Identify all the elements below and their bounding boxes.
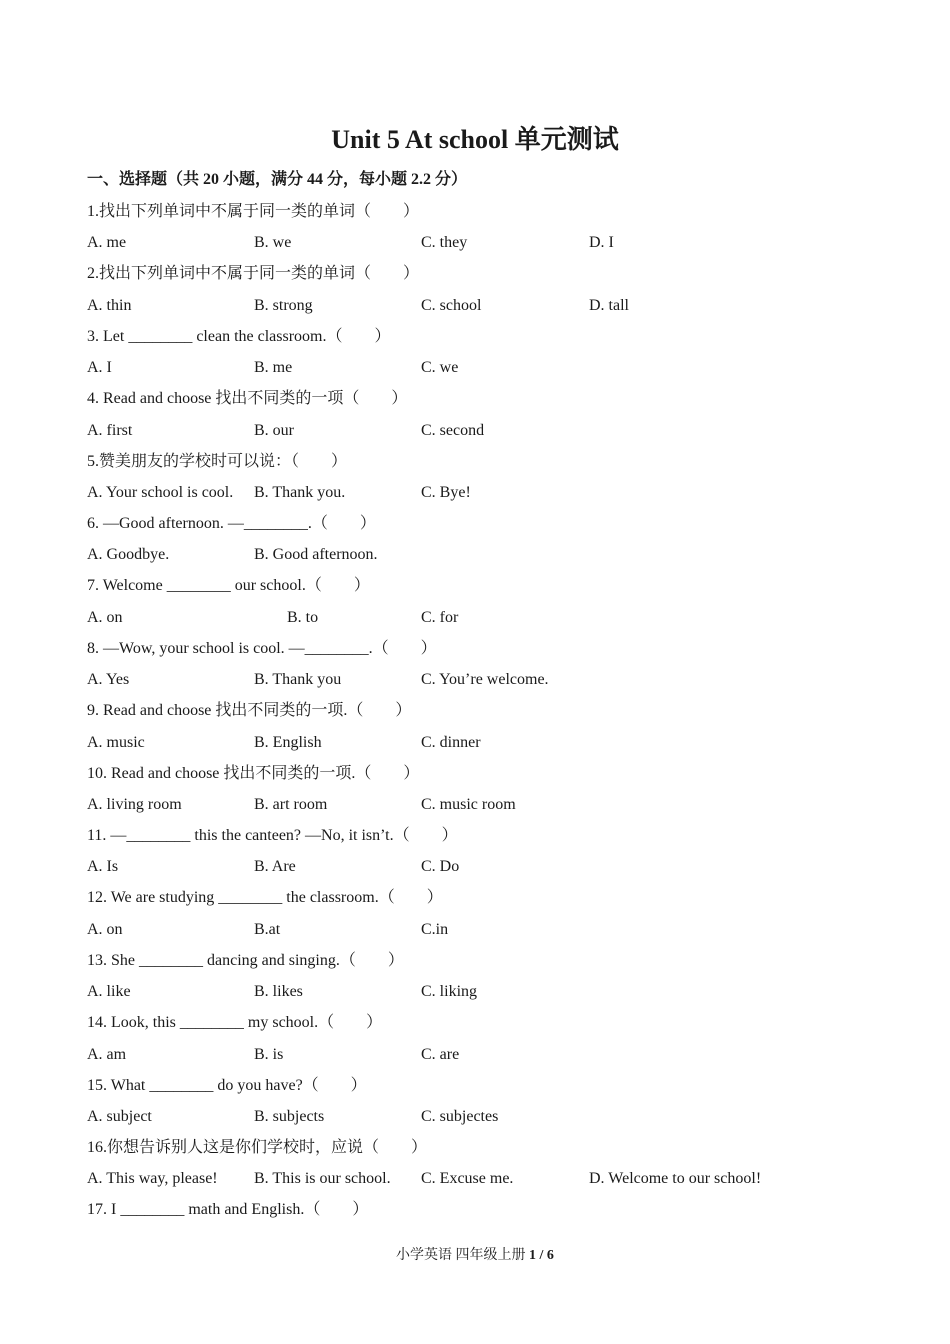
page-title: Unit 5 At school 单元测试 <box>331 125 619 154</box>
question-stem: 10. Read and choose 找出不同类的一项.（ ） <box>87 764 420 782</box>
answer-option: A. subject <box>87 1108 152 1125</box>
answer-option: A. music <box>87 733 145 751</box>
question-stem: 9. Read and choose 找出不同类的一项.（ ） <box>87 702 412 720</box>
answer-option: A. This way, please! <box>87 1170 218 1188</box>
answer-option: C. Bye! <box>421 484 471 501</box>
options-row <box>87 1043 867 1067</box>
answer-option: C. for <box>421 608 459 626</box>
answer-option: C. are <box>421 1045 460 1063</box>
page-footer <box>0 1245 950 1267</box>
options-row <box>87 294 867 318</box>
answer-option: D. tall <box>589 296 629 314</box>
question-stem: 15. What ________ do you have?（ ） <box>87 1076 367 1094</box>
question-stem: 2.找出下列单词中不属于同一类的单词（ ） <box>87 265 420 283</box>
question-stem: 14. Look, this ________ my school.（ ） <box>87 1014 383 1032</box>
options-row <box>87 731 867 755</box>
answer-option: B. Are <box>254 858 296 876</box>
answer-option: C. liking <box>421 983 478 1001</box>
answer-option: B. Thank you <box>254 671 342 689</box>
answer-option: A. Goodbye. <box>87 546 170 564</box>
answer-option: C. Excuse me. <box>421 1170 514 1188</box>
options-row <box>87 231 867 255</box>
section-heading: 一、选择题（共 20 小题，满分 44 分，每小题 2.2 分） <box>87 171 468 188</box>
answer-option: B. is <box>254 1045 284 1063</box>
answer-option: A. am <box>87 1045 127 1063</box>
options-row <box>87 668 867 692</box>
answer-option: C. dinner <box>421 733 481 751</box>
options-row <box>87 980 867 1004</box>
question-stem: 13. She ________ dancing and singing.（ ） <box>87 951 404 969</box>
answer-option: C. they <box>421 234 468 252</box>
answer-option: A. Yes <box>87 671 130 689</box>
answer-option: C. Do <box>421 858 460 876</box>
answer-option: C. we <box>421 359 459 377</box>
answer-option: B. art room <box>254 796 328 813</box>
question-stem: 1.找出下列单词中不属于同一类的单词（ ） <box>87 203 420 220</box>
answer-option: B. English <box>254 733 322 751</box>
answer-option: C. You’re welcome. <box>421 671 549 689</box>
answer-option: B. Good afternoon. <box>254 546 378 564</box>
answer-option: A. Your school is cool. <box>87 484 234 501</box>
answer-option: C. music room <box>421 796 516 813</box>
question-stem: 3. Let ________ clean the classroom.（ ） <box>87 327 391 345</box>
answer-option: B. This is our school. <box>254 1170 391 1188</box>
answer-option: B. we <box>254 234 292 252</box>
question-stem: 12. We are studying ________ the classroom.（ ） <box>87 889 443 907</box>
footer-label: 小学英语 四年级上册 <box>396 1248 526 1263</box>
answer-option: D. Welcome to our school! <box>589 1170 762 1188</box>
question-stem: 11. —________ this the canteen? —No, it isn’t.（ ） <box>87 827 458 844</box>
options-row <box>87 1167 867 1191</box>
answer-option: A. living room <box>87 796 182 813</box>
answer-option: D. I <box>589 234 614 252</box>
answer-option: A. like <box>87 983 131 1001</box>
answer-option: A. thin <box>87 296 132 314</box>
options-row <box>87 918 867 942</box>
question-stem: 4. Read and choose 找出不同类的一项（ ） <box>87 390 408 408</box>
question-stem: 8. —Wow, your school is cool. —________.（ ） <box>87 639 437 657</box>
answer-option: B. to <box>287 608 319 626</box>
answer-option: A. first <box>87 421 133 439</box>
options-row <box>87 543 867 567</box>
answer-option: C. second <box>421 421 485 439</box>
question-stem: 7. Welcome ________ our school.（ ） <box>87 577 370 595</box>
answer-option: B. subjects <box>254 1108 325 1125</box>
question-stem: 6. —Good afternoon. —________.（ ） <box>87 515 376 532</box>
options-row <box>87 419 867 443</box>
answer-option: A. I <box>87 359 112 377</box>
answer-option: B. Thank you. <box>254 484 346 501</box>
options-row <box>87 481 867 505</box>
answer-option: C. subjectes <box>421 1108 499 1125</box>
options-row <box>87 855 867 879</box>
options-row <box>87 793 867 817</box>
question-stem: 5.赞美朋友的学校时可以说：（ ） <box>87 452 348 470</box>
answer-option: B.at <box>254 920 281 938</box>
answer-option: A. me <box>87 234 127 252</box>
answer-option: B. strong <box>254 296 313 314</box>
options-row <box>87 606 867 630</box>
answer-option: C.in <box>421 920 449 938</box>
options-row <box>87 356 867 380</box>
answer-option: C. school <box>421 296 482 314</box>
answer-option: A. on <box>87 608 123 626</box>
answer-option: A. on <box>87 920 123 938</box>
options-row <box>87 1105 867 1129</box>
answer-option: B. me <box>254 359 293 377</box>
page-number: 1 / 6 <box>529 1248 554 1263</box>
question-stem: 17. I ________ math and English.（ ） <box>87 1201 369 1219</box>
answer-option: A. Is <box>87 858 119 876</box>
question-stem: 16.你想告诉别人这是你们学校时，应说（ ） <box>87 1139 428 1156</box>
answer-option: B. our <box>254 421 294 439</box>
answer-option: B. likes <box>254 983 303 1001</box>
